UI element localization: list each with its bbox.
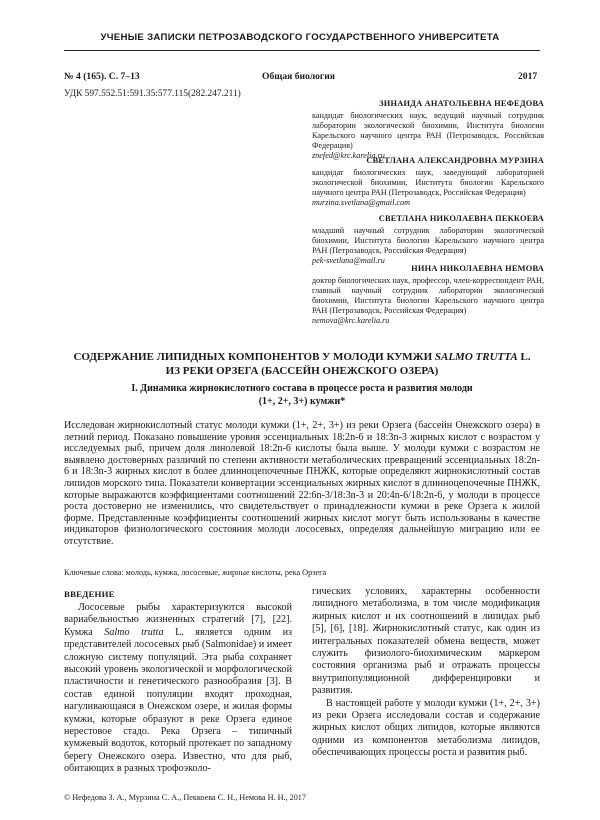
paragraph: В настоящей работе у молоди кумжи (1+, 2+, 3+) из реки Орзега исследовали состав и содержание жирных кислот общих липидов, которые являются одними из компонентов метаболизма липидов, обеспечивающих процессы роста и развития рыб. [312,697,540,759]
paragraph: Лососевые рыбы характеризуются высокой вариабельностью жизненных стратегий [7], [22]. Кумжа Salmo trutta L. является одним из представителей лососевых рыб (Salmonidae) и имеет сложную систему популяций. Эта рыба сохраняет высокий уровень экологической и морфологической пластичности и генетического разнообразия [3]. В состав единой популяции входят проходная, нагуливающаяся в Онежском озере, и жилая формы кумжи, которые образуют в реке Орзега единое нерестовое стадо. Река Орзега – типичный кумжевый водоток, который протекает по западному берегу Онежского озера. Известно, что для рыб, обитающих в разных трофоэколо- [64,602,292,775]
author-name: НИНА НИКОЛАЕВНА НЕМОВА [411,264,544,273]
author-block [312,264,544,327]
keywords: Ключевые слова: молодь, кумжа, лососевые, жирные кислоты, река Орзега [64,568,327,577]
author-affiliation: младший научный сотрудник лаборатории экологической биохимии, Института биологии Карельского научного центра РАН (Петрозаводск, Российская Федерация) [312,226,544,256]
author-name: СВЕТЛАНА НИКОЛАЕВНА ПЕККОЕВА [378,214,544,223]
author-block [312,99,544,162]
author-block [312,214,544,266]
author-email[interactable]: pek-svetlana@mail.ru [312,256,385,266]
author-email[interactable]: murzina.svetlana@gmail.com [312,198,411,208]
journal-title: УЧЕНЫЕ ЗАПИСКИ ПЕТРОЗАВОДСКОГО ГОСУДАРСТВЕННОГО УНИВЕРСИТЕТА [100,32,500,43]
text-column-left [64,602,292,776]
author-email[interactable]: znefed@krc.karelia.ru [312,151,385,161]
author-name: ЗИНАИДА АНАТОЛЬЕВНА НЕФЕДОВА [379,99,544,108]
subtitle-line-1: I. Динамика жирнокислотного состава в процессе роста и развития молоди [131,383,473,394]
title-line-1: СОДЕРЖАНИЕ ЛИПИДНЫХ КОМПОНЕНТОВ У МОЛОДИ КУМЖИ SALMO TRUTTA L. [73,351,531,363]
author-block [312,156,544,208]
issue-info: № 4 (165). С. 7–13 [64,71,140,82]
paragraph: гических условиях, характерны особенности липидного метаболизма, в том числе модификация жирных кислот и их соотношений в липидах рыб [5], [6], [18]. Жирнокислотный статус, как один из интегральных показателей обмена веществ, может служить физиолого-биохимическим маркером состояния организма рыб и отражать процессы внутрипопуляционной дифференцировки и развития. [312,586,540,697]
article-title [64,351,540,379]
header-rule [64,50,540,51]
abstract: Исследован жирнокислотный статус молоди кумжи (1+, 2+, 3+) из реки Орзега (бассейн Онежского озера) в летний период. Показано повышение уровня эссенциальных 18:2n-6 и 18:3n-3 жирных кислот с возрастом у исследуемых рыб, причем доля линолевой 18:2n-6 кислоты была выше. У молоди кумжи с возрастом не выявлено достоверных различий по степени активности метаболических превращений эссенциальных 18:2n-6 и 18:3n-3 жирных кислот в более длинноцепочечные ПНЖК, которые определяют жирнокислотный состав липидов морского типа. Показатели конвертации эссенциальных жирных кислот в длинноцепочечные ПНЖК, которые выражаются коэффициентами соотношений 22:6n-3/18:3n-3 и 20:4n-6/18:2n-6, у молоди в процессе роста достоверно не изменились, что свидетельствует о принадлежности кумжи в реке Орзега к жилой форме. Представленные коэффициенты соотношений жирных кислот могут быть использованы в качестве индикаторов физиологического состояния молоди лососевых, определяя дальнейшую миграцию или ее отсутствие. [64,420,540,547]
author-affiliation: кандидат биологических наук, ведущий научный сотрудник лаборатории экологической биохимии, Института биологии Карельского научного центра РАН (Петрозаводск, Российская Федерация) [312,111,544,151]
udk-code: УДК 597.552.51:591.35:577.115(282.247.211) [64,89,241,99]
section-name: Общая биология [262,71,335,82]
title-line-2: ИЗ РЕКИ ОРЗЕГА (БАССЕЙН ОНЕЖСКОГО ОЗЕРА) [165,364,439,377]
subtitle-line-2: (1+, 2+, 3+) кумжи* [258,395,346,407]
species-name: Salmo trutta [104,626,164,638]
copyright-notice: © Нефедова З. А., Мурзина С. А., Пеккоева С. Н., Немова Н. Н., 2017 [64,793,306,802]
author-affiliation: кандидат биологических наук, заведующий лабораторией экологической биохимии, Института биологии Карельского научного центра РАН (Петрозаводск, Российская Федерация) [312,168,544,198]
author-affiliation: доктор биологических наук, профессор, член-корреспондент РАН, главный научный сотрудник лаборатории экологической биохимии, Института биологии Карельского научного центра РАН (Петрозаводск, Российская Федерация) [312,276,544,316]
year: 2017 [518,71,538,82]
author-email[interactable]: nemova@krc.karelia.ru [312,316,390,326]
article-subtitle [64,383,540,408]
species-name: SALMO TRUTTA [434,351,518,363]
text-column-right [312,586,540,760]
section-heading: ВВЕДЕНИЕ [64,589,115,599]
author-name: СВЕТЛАНА АЛЕКСАНДРОВНА МУРЗИНА [366,156,544,165]
